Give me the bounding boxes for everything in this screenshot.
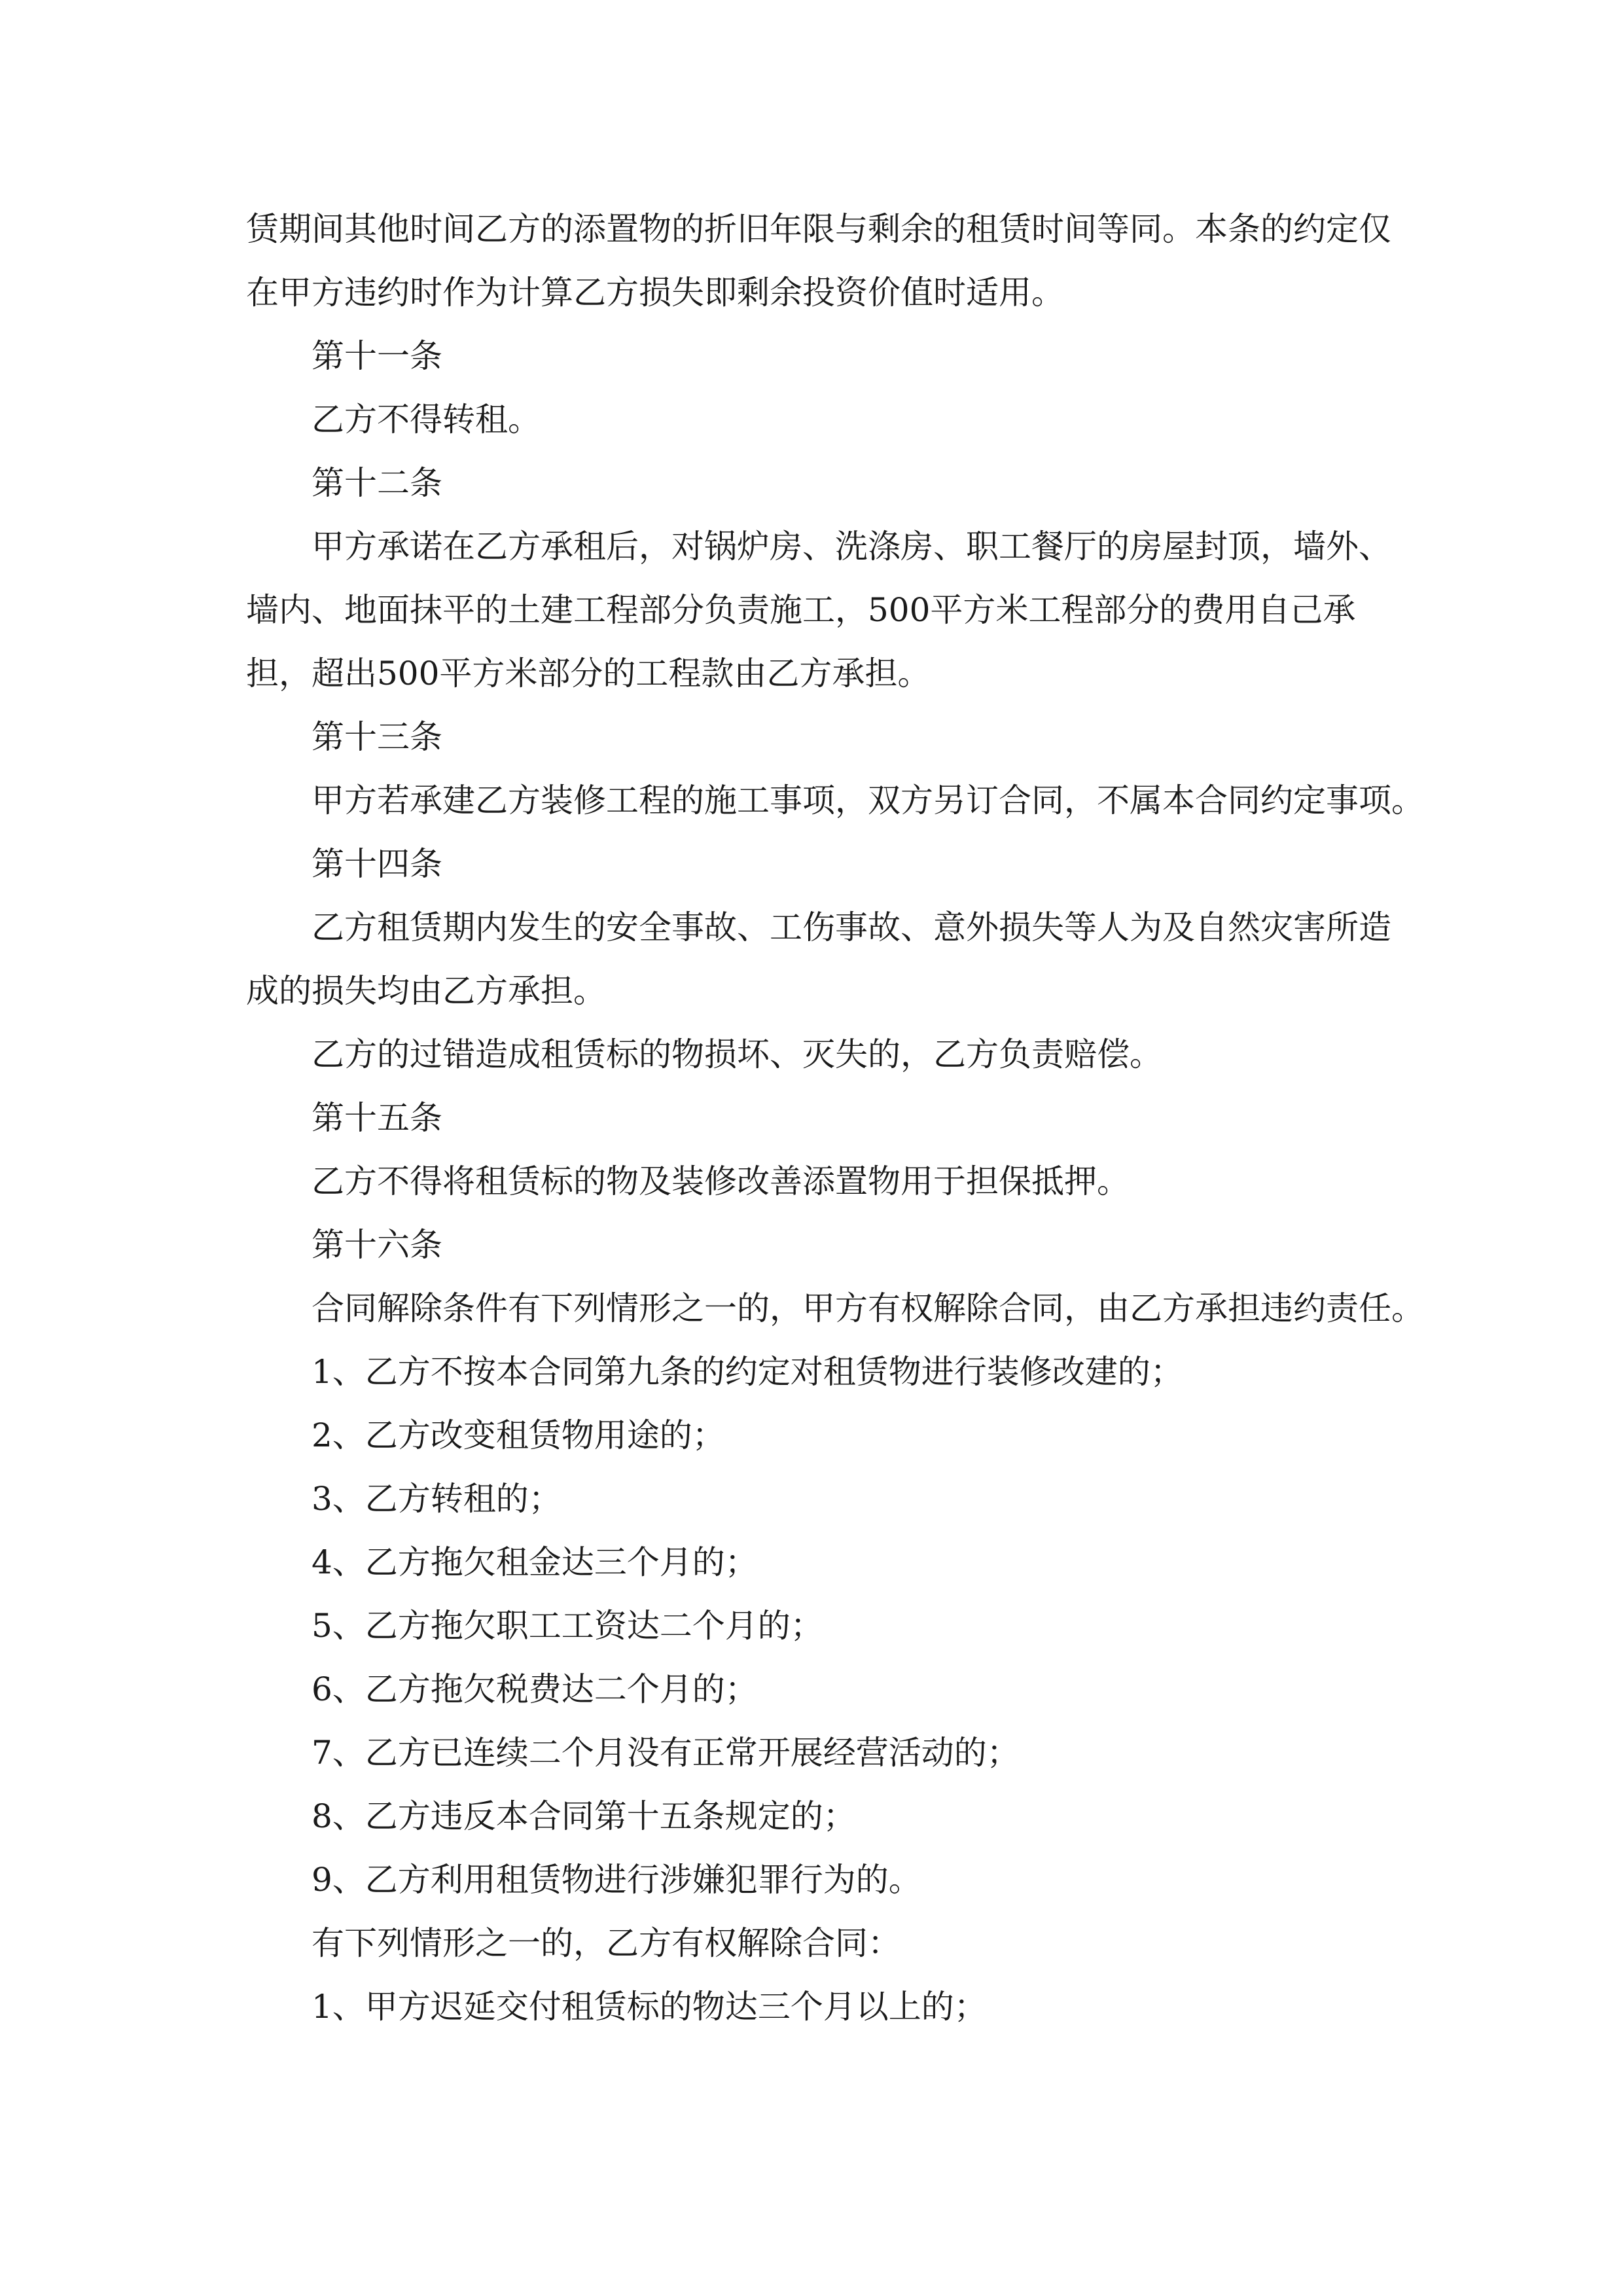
- article-16-intro: 合同解除条件有下列情形之一的，甲方有权解除合同，由乙方承担违约责任。: [312, 1289, 1424, 1327]
- list-item: 2、乙方改变租赁物用途的；: [312, 1416, 725, 1454]
- article-15-body: 乙方不得将租赁标的物及装修改善添置物用于担保抵押。: [312, 1162, 1130, 1200]
- article-14-body-1: 乙方租赁期内发生的安全事故、工伤事故、意外损失等人为及自然灾害所造成的损失均由乙方承担。: [246, 908, 1391, 1010]
- article-11-body: 乙方不得转租。: [312, 401, 541, 439]
- list-item: 4、乙方拖欠租金达三个月的；: [312, 1543, 758, 1581]
- list-item: 3、乙方转租的；: [312, 1480, 562, 1518]
- article-13-heading: 第十三条: [312, 718, 442, 756]
- article-11-heading: 第十一条: [312, 337, 442, 375]
- article-14-body-2: 乙方的过错造成租赁标的物损坏、灭失的，乙方负责赔偿。: [312, 1035, 1162, 1073]
- list-item: 6、乙方拖欠税费达二个月的；: [312, 1670, 758, 1708]
- article-15-heading: 第十五条: [312, 1099, 442, 1137]
- party-b-termination-intro: 有下列情形之一的，乙方有权解除合同：: [312, 1924, 901, 1962]
- article-16-heading: 第十六条: [312, 1226, 442, 1264]
- list-item: 1、乙方不按本合同第九条的约定对租赁物进行装修改建的；: [312, 1353, 1183, 1391]
- list-item: 5、乙方拖欠职工工资达二个月的；: [312, 1607, 823, 1645]
- article-13-body: 甲方若承建乙方装修工程的施工事项，双方另订合同，不属本合同约定事项。: [312, 781, 1424, 819]
- article-12-body: 甲方承诺在乙方承租后，对锅炉房、洗涤房、职工餐厅的房屋封顶，墙外、墙内、地面抹平的土建工程部分负责施工，500平方米工程部分的费用自己承担，超出500平方米部分的工程款由乙方承担。: [246, 528, 1391, 692]
- list-item: 1、甲方迟延交付租赁标的物达三个月以上的；: [312, 1988, 987, 2026]
- list-item: 9、乙方利用租赁物进行涉嫌犯罪行为的。: [312, 1861, 921, 1899]
- list-item: 8、乙方违反本合同第十五条规定的；: [312, 1797, 856, 1835]
- article-12-heading: 第十二条: [312, 464, 442, 502]
- document-body: [246, 198, 1424, 2039]
- paragraph-continuation: 赁期间其他时间乙方的添置物的折旧年限与剩余的租赁时间等同。本条的约定仅在甲方违约时作为计算乙方损失即剩余投资价值时适用。: [246, 210, 1391, 312]
- article-14-heading: 第十四条: [312, 845, 442, 883]
- list-item: 7、乙方已连续二个月没有正常开展经营活动的；: [312, 1734, 1020, 1772]
